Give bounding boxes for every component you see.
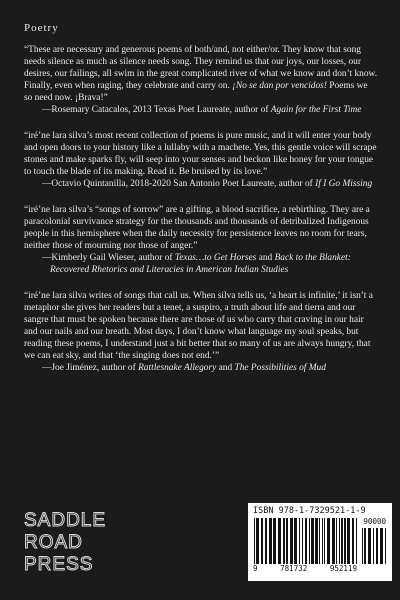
blurb <box>24 290 378 374</box>
attribution-text: and <box>256 253 275 263</box>
barcode-bar <box>299 518 300 564</box>
attribution-text: —Kimberly Gail Wieser, author of <box>42 253 175 263</box>
attribution-text: —Octavio Quintanilla, 2018-2020 San Antonio Poet Laureate, author of <box>42 179 316 189</box>
price-code: 90000 <box>363 517 386 526</box>
barcode-bar <box>305 518 307 564</box>
barcode-bar <box>261 518 263 564</box>
barcode-bar <box>273 518 276 564</box>
barcode-bar <box>294 518 297 564</box>
blurb-quote <box>24 44 378 104</box>
blurb-attribution <box>24 104 378 116</box>
attribution-text: The Possibilities of Mud <box>234 363 326 373</box>
attribution-text: Back to the Blanket: Recovered Rhetorics and Literacies in American Indian Studies <box>50 253 351 275</box>
attribution-text: Rattlesnake Allegory <box>138 363 217 373</box>
blurb <box>24 204 378 276</box>
isbn-label: ISBN 978-1-7329521-1-9 <box>253 506 366 516</box>
barcode-bar <box>283 518 285 564</box>
barcode-digit-group: 781732 <box>280 564 308 573</box>
attribution-text: and <box>216 363 235 373</box>
barcode-bar <box>356 518 357 564</box>
attribution-text: —Joe Jiménez, author of <box>42 363 139 373</box>
quote-text: “These are necessary and generous poems of both/and, not either/or. They know that song needs silence as much as silence needs song. They remind us that our joys, our losses, our desires, our failings, all swim in the great complicated river of what we know and don’t know. Finally, even when raging, they celebrate and carry on. <box>24 45 378 91</box>
publisher-logo-line: ROAD <box>24 532 83 553</box>
barcode-bar <box>302 518 303 564</box>
publisher-logo <box>24 510 107 575</box>
blurb-quote <box>24 130 378 178</box>
quote-text: “iré’ne lara silva writes of songs that call us. When silva tells us, ‘a heart is infinite,’ it isn’t a metaphor she gives her readers but a tenet, a suspiro, a truth about life and tierra and our sangre that must be spoken because there are those of us who carry that craving in our hair and our nails and our breath. Most days, I don’t know what language my soul speaks, but reading these poems, I understand just a bit better that so many of us are always hungry, that we can eat sky, and that ‘the singing does not end.’” <box>24 291 373 361</box>
genre-heading: Poetry <box>24 22 59 34</box>
barcode-bar <box>368 528 371 564</box>
quote-text: ¡No se dan por vencidos! <box>232 81 327 91</box>
barcode-digit-group: 9 <box>253 564 258 573</box>
attribution-text: Texas…to Get Horses <box>174 253 257 263</box>
attribution-text: —Rosemary Catacalos, 2013 Texas Poet Laureate, author of <box>42 105 271 115</box>
barcode-digits <box>253 564 357 573</box>
barcode-bar <box>339 518 340 564</box>
barcode-bar <box>385 528 386 564</box>
barcode-bar <box>332 518 335 564</box>
barcode-bar <box>324 518 325 564</box>
barcode-bar <box>373 528 374 564</box>
barcode-bar <box>376 528 378 564</box>
barcode-bar <box>290 518 293 564</box>
barcode-bar <box>336 518 337 564</box>
barcode-digit-group: 952119 <box>329 564 357 573</box>
barcode-bar <box>341 518 343 564</box>
blurb <box>24 130 378 190</box>
barcode-bar <box>256 518 259 564</box>
barcode-bar <box>380 528 383 564</box>
barcode-bar <box>344 518 346 564</box>
publisher-logo-line: SADDLE <box>24 510 107 531</box>
blurb-quote <box>24 290 378 362</box>
blurb-quote <box>24 204 378 252</box>
barcode-bar <box>315 518 318 564</box>
quote-text: “iré’ne lara silva’s most recent collection of poems is pure music, and it will enter your body and open doors to your history like a lullaby with a machete. Yes, this gentle voice will scrape stones and make sparks fly, will seep into your senses and beckon like honey for your tongue to touch the blade of its making. Read it. Be bruised by its love.” <box>24 131 377 177</box>
barcode-bar <box>347 518 350 564</box>
quote-text: “iré’ne lara silva’s “songs of sorrow” are a gifting, a blood sacrifice, a rebirthing. They are a paracolonial survivance strategy for the thousands and thousands of detribalized Indigenous people in this hemisphere when the daily necessity for persistence leaves no room for tears, neither those of mourning nor those of anger.” <box>24 205 370 251</box>
blurb-attribution <box>24 178 378 190</box>
barcode-bar <box>364 528 366 564</box>
barcode-bar <box>269 518 272 564</box>
barcode-bars <box>253 518 358 564</box>
blurb-attribution <box>24 252 378 276</box>
attribution-text: Again for the First Time <box>270 105 362 115</box>
barcode-bar <box>362 528 363 564</box>
barcode-bar <box>265 518 267 564</box>
attribution-text: If I Go Missing <box>315 179 373 189</box>
barcode-bar <box>352 518 354 564</box>
isbn-barcode <box>248 503 392 581</box>
barcode-bar <box>278 518 281 564</box>
blurb-attribution <box>24 362 378 374</box>
quote-text: Poems we so need now. ¡Brava!” <box>24 81 368 103</box>
barcode-bar <box>319 518 320 564</box>
barcode-bar <box>286 518 288 564</box>
barcode-bar <box>309 518 310 564</box>
barcode-bar <box>311 518 314 564</box>
barcode-bar <box>327 518 330 564</box>
price-barcode-bars <box>361 528 387 564</box>
blurbs-section <box>24 44 378 388</box>
barcode-bar <box>254 518 255 564</box>
publisher-logo-line: PRESS <box>24 554 94 575</box>
blurb <box>24 44 378 116</box>
barcode-bar <box>322 518 323 564</box>
